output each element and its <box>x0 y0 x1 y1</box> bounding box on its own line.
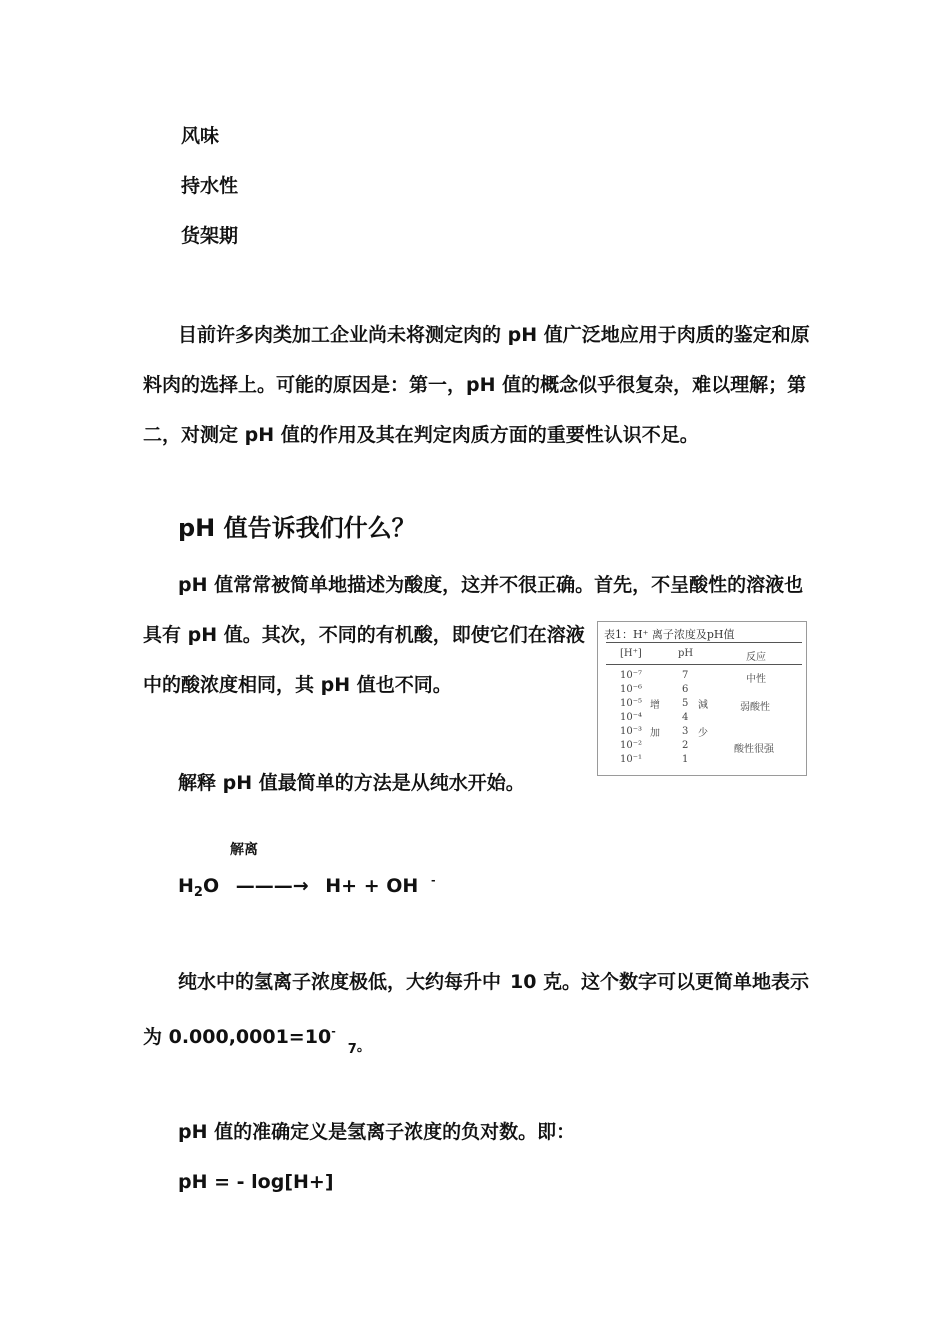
table-reaction: 弱酸性 <box>740 702 770 713</box>
table-header-ph: pH <box>678 648 694 659</box>
para1-line3: 二，对测定 pH 值的作用及其在判定肉质方面的重要性认识不足。 <box>143 424 699 446</box>
equation-lhs-sub: 2 <box>193 885 203 900</box>
table-reaction: 酸性很强 <box>734 744 774 755</box>
table-reaction: 中性 <box>746 674 766 685</box>
para1-line2: 料肉的选择上。可能的原因是：第一，pH 值的概念似乎很复杂，难以理解；第 <box>143 374 807 396</box>
para4-line2-sub: 7 <box>347 1042 357 1057</box>
table-h-value: 10⁻³ <box>620 726 643 737</box>
table-increase-char: 增 <box>650 700 660 711</box>
table-h-value: 10⁻¹ <box>620 754 643 765</box>
table-increase-char: 加 <box>650 728 660 739</box>
para4-line2-text: 为 0.000,0001=10 <box>143 1026 332 1048</box>
ph-table-figure <box>597 621 807 776</box>
table-h-value: 10⁻⁴ <box>620 712 643 723</box>
equation-arrow: ———→ <box>235 875 309 897</box>
table-caption: 表1：H⁺ 离子浓度及pH值 <box>604 628 735 641</box>
para1-line1: 目前许多肉类加工企业尚未将测定肉的 pH 值广泛地应用于肉质的鉴定和原 <box>178 324 810 346</box>
table-header-h: [H⁺] <box>620 648 642 659</box>
list-item-shelf-life: 货架期 <box>181 225 239 247</box>
para4-line1: 纯水中的氢离子浓度极低，大约每升中 <box>178 971 502 993</box>
section-heading: pH 值告诉我们什么？ <box>178 514 416 542</box>
table-ph-value: 4 <box>682 712 689 723</box>
table-rule-top <box>606 642 802 643</box>
table-h-value: 10⁻² <box>620 740 643 751</box>
list-item-flavor: 风味 <box>181 125 220 147</box>
table-ph-value: 7 <box>682 670 689 681</box>
table-ph-value: 5 <box>682 698 689 709</box>
table-h-value: 10⁻⁷ <box>620 670 643 681</box>
para2-line3: 中的酸浓度相同，其 pH 值也不同。 <box>143 674 452 696</box>
table-header-reaction: 反应 <box>746 652 766 663</box>
para2-line1: pH 值常常被简单地描述为酸度，这并不很正确。首先，不呈酸性的溶液也 <box>178 574 804 596</box>
table-rule-mid <box>606 664 802 665</box>
equation <box>178 869 436 905</box>
table-decrease-char: 減 <box>698 700 708 711</box>
equation-lhs-o: O <box>202 875 220 897</box>
table-h-value: 10⁻⁵ <box>620 698 643 709</box>
ph-formula: pH = - log[H+] <box>178 1171 334 1193</box>
table-decrease-char: 少 <box>698 728 708 739</box>
list-item-water-holding: 持水性 <box>181 175 239 197</box>
para4-line2-end: 。 <box>356 1039 371 1055</box>
para4-line1b: 10 克。这个数字可以更简单地表示 <box>510 971 810 993</box>
para4-line2 <box>143 1020 371 1062</box>
para2-line2: 具有 pH 值。其次，不同的有机酸，即使它们在溶液 <box>143 624 585 646</box>
para5: pH 值的准确定义是氢离子浓度的负对数。即： <box>178 1121 576 1143</box>
para3: 解释 pH 值最简单的方法是从纯水开始。 <box>178 772 525 794</box>
equation-rhs-sup: - <box>430 874 436 887</box>
equation-label: 解离 <box>230 842 258 858</box>
table-ph-value: 3 <box>682 726 689 737</box>
table-ph-value: 6 <box>682 684 689 695</box>
para4-line2-sup: - <box>331 1025 336 1038</box>
table-ph-value: 2 <box>682 740 689 751</box>
equation-rhs: H+ + OH <box>325 875 419 897</box>
table-h-value: 10⁻⁶ <box>620 684 643 695</box>
table-ph-value: 1 <box>682 754 689 765</box>
equation-lhs-h: H <box>178 875 194 897</box>
